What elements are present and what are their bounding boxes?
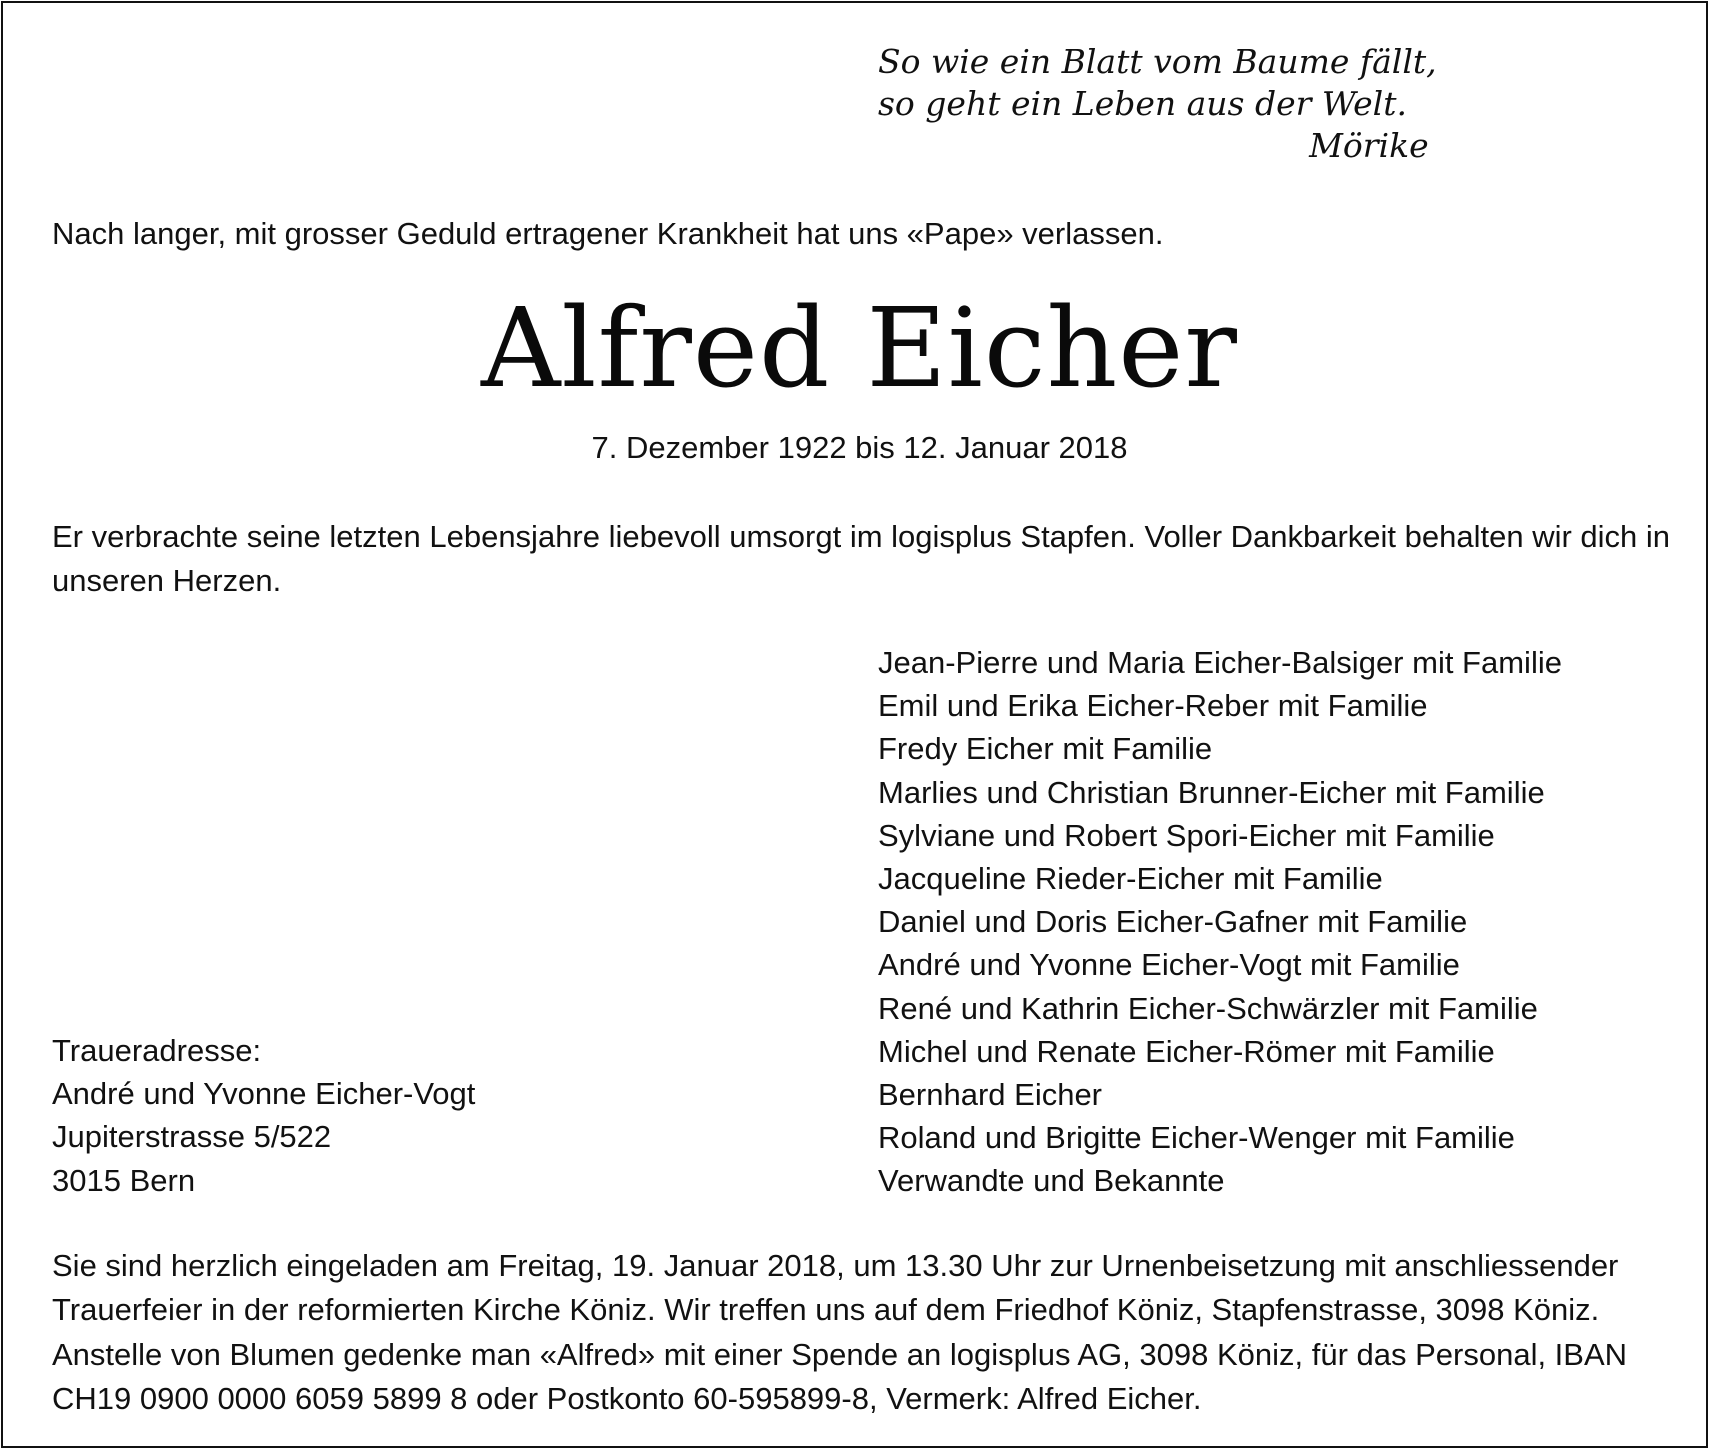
- mourner-item: Fredy Eicher mit Familie: [878, 731, 1213, 767]
- mourner-item: Jean-Pierre und Maria Eicher-Balsiger mit Familie: [878, 645, 1562, 680]
- tribute-text: [52, 515, 1672, 603]
- mourner-item: Marlies und Christian Brunner-Eicher mit Familie: [878, 774, 1545, 810]
- motto-quote: [878, 41, 1437, 167]
- invitation-text: [52, 1244, 1672, 1332]
- address-city: 3015 Bern: [52, 1162, 196, 1198]
- mourner-item: Sylviane und Robert Spori-Eicher mit Familie: [878, 817, 1495, 853]
- mourner-item: Emil und Erika Eicher-Reber mit Familie: [878, 688, 1428, 724]
- invitation-paragraph: Sie sind herzlich eingeladen am Freitag, 19. Januar 2018, um 13.30 Uhr zur Urnenbeisetzung mit anschliessender Trauerfeier in der reformierten Kirche Köniz. Wir treffen uns auf dem Friedhof Köniz, Stapfenstrasse, 3098 Köniz.: [52, 1248, 1619, 1327]
- obituary-frame: [1, 1, 1708, 1448]
- address-label: Traueradresse:: [52, 1033, 262, 1068]
- motto-line: So wie ein Blatt vom Baume fällt,: [878, 42, 1437, 81]
- mourner-item: Bernhard Eicher: [878, 1077, 1103, 1113]
- donation-text: [52, 1333, 1672, 1421]
- mourning-address: [52, 1029, 475, 1202]
- mourner-item: Jacqueline Rieder-Eicher mit Familie: [878, 861, 1383, 897]
- motto-line: so geht ein Leben aus der Welt.: [878, 84, 1407, 123]
- motto-author: Mörike: [1309, 126, 1429, 165]
- mourners-list: [878, 641, 1562, 1203]
- mourner-item: Roland und Brigitte Eicher-Wenger mit Familie: [878, 1120, 1515, 1156]
- mourner-item: Daniel und Doris Eicher-Gafner mit Familie: [878, 904, 1468, 940]
- mourner-item: Verwandte und Bekannte: [878, 1163, 1225, 1199]
- intro-text: Nach langer, mit grosser Geduld ertragener Krankheit hat uns «Pape» verlassen.: [52, 216, 1164, 251]
- mourner-item: Michel und Renate Eicher-Römer mit Familie: [878, 1033, 1495, 1069]
- address-street: Jupiterstrasse 5/522: [52, 1119, 332, 1155]
- address-name: André und Yvonne Eicher-Vogt: [52, 1076, 476, 1112]
- mourner-item: André und Yvonne Eicher-Vogt mit Familie: [878, 947, 1460, 983]
- mourner-item: René und Kathrin Eicher-Schwärzler mit Familie: [878, 990, 1538, 1026]
- donation-paragraph: Anstelle von Blumen gedenke man «Alfred» mit einer Spende an logisplus AG, 3098 Köniz, für das Personal, IBAN CH19 0900 0000 6059 5899 8 oder Postkonto 60-595899-8, Vermerk: Alfred Eicher.: [52, 1337, 1628, 1416]
- life-dates: 7. Dezember 1922 bis 12. Januar 2018: [591, 430, 1128, 465]
- tribute-paragraph: Er verbrachte seine letzten Lebensjahre liebevoll umsorgt im logisplus Stapfen. Voller Dankbarkeit behalten wir dich in unseren Herzen.: [52, 519, 1671, 598]
- deceased-name: Alfred Eicher: [480, 284, 1238, 412]
